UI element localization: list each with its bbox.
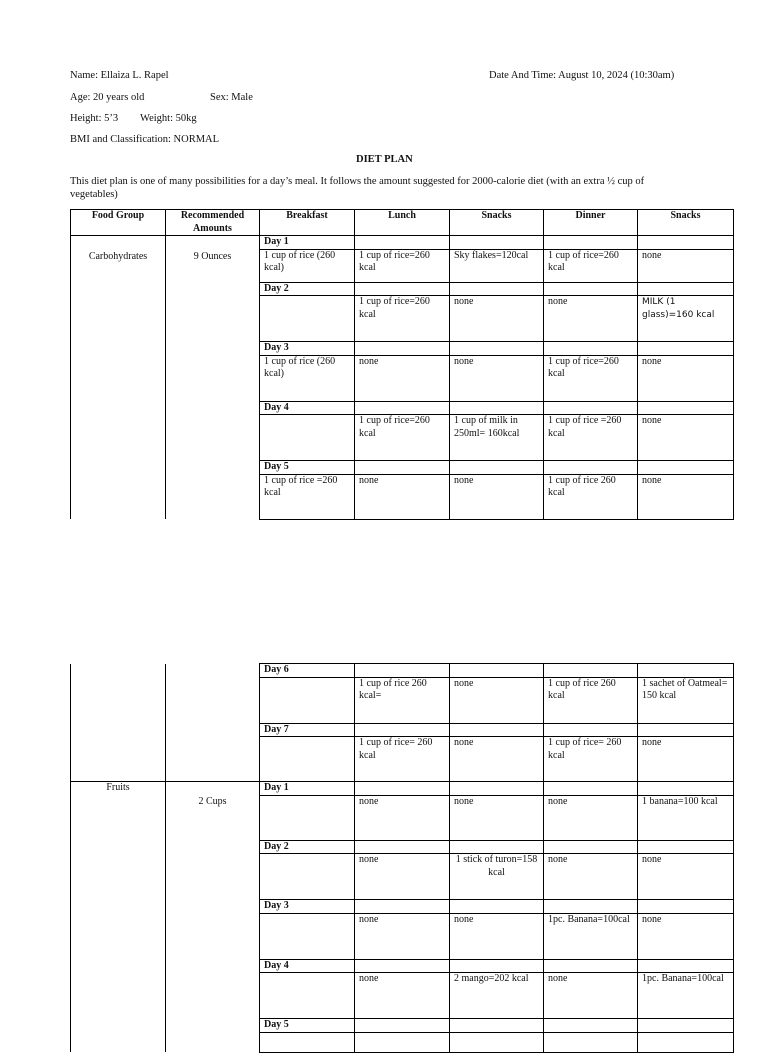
snacks2-cell: 1 sachet of Oatmeal= 150 kcal — [638, 677, 734, 723]
col-dinner: Dinner — [544, 210, 638, 236]
day-label: Day 5 — [260, 1019, 355, 1033]
snacks1-cell: Sky flakes=120cal — [450, 249, 544, 282]
dinner-cell: none — [544, 296, 638, 342]
day-label: Day 1 — [260, 236, 355, 250]
dinner-cell: none — [544, 854, 638, 900]
breakfast-cell — [260, 737, 355, 782]
bmi-classification: BMI and Classification: NORMAL — [70, 134, 220, 145]
lunch-cell: none — [355, 795, 450, 840]
breakfast-cell — [260, 1032, 355, 1052]
dinner-cell: 1 cup of rice =260 kcal — [544, 415, 638, 461]
snacks2-cell: 1pc. Banana=100cal — [638, 973, 734, 1019]
snacks2-cell: none — [638, 249, 734, 282]
breakfast-cell: 1 cup of rice =260 kcal — [260, 474, 355, 519]
breakfast-cell — [260, 677, 355, 723]
snacks2-cell: 1 banana=100 kcal — [638, 795, 734, 840]
snacks1-cell — [450, 1032, 544, 1052]
document-title: DIET PLAN — [356, 154, 413, 165]
lunch-cell: 1 cup of rice= 260 kcal — [355, 737, 450, 782]
breakfast-cell — [260, 795, 355, 840]
day-row — [71, 664, 734, 678]
lunch-cell: none — [355, 355, 450, 401]
patient-sex: Sex: Male — [210, 92, 253, 103]
snacks1-cell: 1 stick of turon=158 kcal — [450, 854, 544, 900]
dinner-cell: 1 cup of rice 260 kcal — [544, 474, 638, 519]
breakfast-cell: 1 cup of rice (260 kcal) — [260, 249, 355, 282]
snacks1-cell: none — [450, 296, 544, 342]
table-header-row — [71, 210, 734, 236]
patient-age: Age: 20 years old — [70, 92, 145, 103]
breakfast-cell — [260, 973, 355, 1019]
day-label: Day 6 — [260, 664, 355, 678]
day-label: Day 3 — [260, 342, 355, 356]
patient-weight: Weight: 50kg — [140, 113, 197, 124]
snacks2-cell: MILK (1 glass)=160 kcal — [638, 296, 734, 342]
snacks1-cell: 2 mango=202 kcal — [450, 973, 544, 1019]
col-recommended-amounts: Recommended Amounts — [166, 210, 260, 236]
day-row — [71, 782, 734, 796]
lunch-cell: 1 cup of rice=260 kcal — [355, 249, 450, 282]
snacks1-cell: none — [450, 677, 544, 723]
breakfast-cell — [260, 296, 355, 342]
day-label: Day 7 — [260, 723, 355, 737]
day-label: Day 4 — [260, 959, 355, 973]
snacks2-cell: none — [638, 474, 734, 519]
lunch-cell: none — [355, 913, 450, 959]
dinner-cell: none — [544, 795, 638, 840]
col-breakfast: Breakfast — [260, 210, 355, 236]
breakfast-cell — [260, 415, 355, 461]
breakfast-cell: 1 cup of rice (260 kcal) — [260, 355, 355, 401]
snacks1-cell: none — [450, 355, 544, 401]
snacks2-cell: none — [638, 913, 734, 959]
day-label: Day 2 — [260, 282, 355, 296]
col-lunch: Lunch — [355, 210, 450, 236]
dinner-cell: none — [544, 973, 638, 1019]
dinner-cell — [544, 1032, 638, 1052]
snacks1-cell: none — [450, 474, 544, 519]
date-time: Date And Time: August 10, 2024 (10:30am) — [489, 70, 675, 81]
dinner-cell: 1 cup of rice=260 kcal — [544, 355, 638, 401]
patient-height: Height: 5’3 — [70, 113, 119, 124]
col-food-group: Food Group — [71, 210, 166, 236]
snacks2-cell: none — [638, 415, 734, 461]
snacks1-cell: 1 cup of milk in 250ml= 160kcal — [450, 415, 544, 461]
lunch-cell — [355, 1032, 450, 1052]
snacks1-cell: none — [450, 737, 544, 782]
dinner-cell: 1 cup of rice 260 kcal — [544, 677, 638, 723]
diet-plan-table-part2 — [70, 663, 734, 1053]
dinner-cell: 1pc. Banana=100cal — [544, 913, 638, 959]
lunch-cell: none — [355, 474, 450, 519]
food-group-cell — [71, 664, 166, 782]
day-label: Day 2 — [260, 840, 355, 854]
snacks2-cell: none — [638, 355, 734, 401]
lunch-cell: 1 cup of rice=260 kcal — [355, 415, 450, 461]
intro-text: This diet plan is one of many possibilities for a day’s meal. It follows the amount suggested for 2000-calorie diet (with an extra ½ cup of vegetables) — [70, 176, 645, 200]
patient-name: Name: Ellaiza L. Rapel — [70, 70, 169, 81]
day-row — [71, 236, 734, 250]
lunch-cell: none — [355, 973, 450, 1019]
breakfast-cell — [260, 913, 355, 959]
snacks1-cell: none — [450, 795, 544, 840]
lunch-cell: 1 cup of rice=260 kcal — [355, 296, 450, 342]
recommended-amount: 9 Ounces — [166, 236, 260, 520]
breakfast-cell — [260, 854, 355, 900]
day-label: Day 5 — [260, 461, 355, 475]
day-label: Day 4 — [260, 401, 355, 415]
food-group-fruits: Fruits — [71, 782, 166, 1053]
recommended-amount: 2 Cups — [166, 782, 260, 1053]
snacks2-cell: none — [638, 737, 734, 782]
recommended-amount-cell — [166, 664, 260, 782]
lunch-cell: 1 cup of rice 260 kcal= — [355, 677, 450, 723]
day-label: Day 1 — [260, 782, 355, 796]
diet-plan-table-part1 — [70, 209, 734, 520]
snacks2-cell: none — [638, 854, 734, 900]
food-group-carbohydrates: Carbohydrates — [71, 236, 166, 520]
lunch-cell: none — [355, 854, 450, 900]
day-label: Day 3 — [260, 900, 355, 914]
snacks2-cell — [638, 1032, 734, 1052]
dinner-cell: 1 cup of rice= 260 kcal — [544, 737, 638, 782]
col-snacks-1: Snacks — [450, 210, 544, 236]
col-snacks-2: Snacks — [638, 210, 734, 236]
dinner-cell: 1 cup of rice=260 kcal — [544, 249, 638, 282]
snacks1-cell: none — [450, 913, 544, 959]
